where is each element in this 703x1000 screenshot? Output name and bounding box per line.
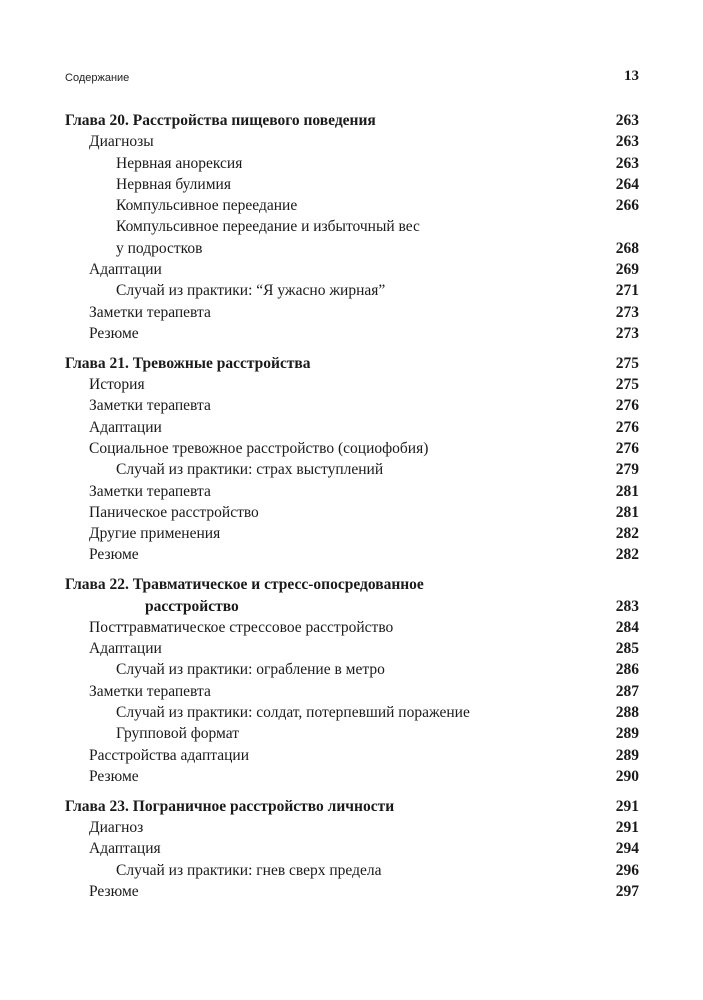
toc-entry-page: 297 <box>615 882 639 900</box>
toc-entry <box>65 395 639 416</box>
toc-entry-page: 275 <box>615 354 639 372</box>
toc-entry <box>65 617 639 638</box>
toc-entry <box>65 174 639 195</box>
toc-entry <box>65 131 639 152</box>
toc-entry-title: Посттравматическое стрессовое расстройство <box>89 618 394 636</box>
toc-chapter-entry <box>65 574 639 595</box>
toc-entry <box>65 766 639 787</box>
toc-entry-title: Глава 23. Пограничное расстройство личности <box>65 797 395 815</box>
toc-entry <box>65 723 639 744</box>
toc-entry-title: Резюме <box>89 324 139 342</box>
toc-entry <box>65 860 639 881</box>
toc-entry <box>65 502 639 523</box>
toc-entry <box>65 323 639 344</box>
toc-entry-page: 288 <box>615 704 639 722</box>
toc-entry <box>65 523 639 544</box>
toc-entry-title: Социальное тревожное расстройство (социофобия) <box>89 439 429 457</box>
toc-entry-title: Расстройства адаптации <box>89 746 250 764</box>
toc-entry <box>65 459 639 480</box>
toc-entry-page: 279 <box>615 461 639 479</box>
toc-entry-page: 263 <box>615 133 639 151</box>
toc-entry-page: 281 <box>615 503 639 521</box>
toc-entry-title: Заметки терапевта <box>89 482 211 500</box>
toc-entry-title: Компульсивное переедание и избыточный вес <box>116 218 420 236</box>
toc-entry-title: Адаптации <box>89 418 162 436</box>
toc-entry-page: 296 <box>615 861 639 879</box>
toc-entry-page: 291 <box>615 819 639 836</box>
toc-entry-page: 284 <box>615 618 639 636</box>
toc-entry-title: Резюме <box>89 882 139 900</box>
toc-entry-title: Резюме <box>89 546 139 564</box>
toc-entry <box>65 259 639 280</box>
toc-entry-page: 266 <box>615 197 639 215</box>
toc-entry <box>65 638 639 659</box>
toc-entry-title: Нервная анорексия <box>116 154 243 172</box>
toc-entry-title: Глава 20. Расстройства пищевого поведения <box>65 112 376 129</box>
toc-entry-page: 285 <box>615 640 639 658</box>
toc-entry-title: История <box>89 376 145 394</box>
toc-entry-title: Диагноз <box>89 819 144 836</box>
toc-entry <box>65 544 639 565</box>
toc-entry-title: Паническое расстройство <box>89 503 259 521</box>
toc-entry-title: Резюме <box>89 767 139 785</box>
toc-entry-page: 289 <box>615 746 639 764</box>
toc-entry-page: 294 <box>615 840 639 858</box>
toc-entry-page: 263 <box>615 154 639 172</box>
toc-entry <box>65 238 639 259</box>
toc-entry-title: Заметки терапевта <box>89 397 211 415</box>
toc-chapter-entry <box>65 796 639 817</box>
toc-entry <box>65 881 639 902</box>
toc-entry-page: 271 <box>615 282 639 300</box>
toc-entry <box>65 374 639 395</box>
toc-entry <box>65 481 639 502</box>
toc-entry-page: 281 <box>615 482 639 500</box>
toc-entry-title: Адаптация <box>89 840 161 858</box>
toc-entry-title: Диагнозы <box>89 133 154 151</box>
toc-entry <box>65 302 639 323</box>
toc-entry-page: 276 <box>615 397 639 415</box>
toc-entry <box>65 681 639 702</box>
toc-entry-title: у подростков <box>116 239 203 257</box>
toc-entry <box>65 438 639 459</box>
toc-entry-page: 264 <box>615 175 639 193</box>
toc-entry-title: расстройство <box>145 597 239 615</box>
toc-entry-page: 282 <box>615 525 639 543</box>
toc-entry-page: 276 <box>615 418 639 436</box>
toc-entry-page: 273 <box>615 324 639 342</box>
toc-entry <box>65 745 639 766</box>
toc-entry <box>65 417 639 438</box>
toc-entry <box>65 596 639 617</box>
toc-entry-page: 273 <box>615 303 639 321</box>
toc-entry-page: 275 <box>615 376 639 394</box>
toc-entry-page: 291 <box>615 797 639 815</box>
toc-entry-page: 276 <box>615 439 639 457</box>
toc-entry-page: 290 <box>615 767 639 785</box>
toc-entry <box>65 838 639 859</box>
toc-entry <box>65 702 639 723</box>
toc-entry-title: Случай из практики: страх выступлений <box>116 461 384 479</box>
toc-entry <box>65 659 639 680</box>
toc-entry-page: 269 <box>615 261 639 279</box>
toc-entry-title: Нервная булимия <box>116 175 231 193</box>
toc-entry <box>65 817 639 838</box>
toc-entry <box>65 280 639 301</box>
toc-entry-title: Компульсивное переедание <box>116 197 298 215</box>
running-header <box>65 68 639 90</box>
toc-entry-page: 282 <box>615 546 639 564</box>
toc-chapter-entry <box>65 110 639 131</box>
toc-entry <box>65 195 639 216</box>
toc-entry-title: Случай из практики: “Я ужасно жирная” <box>116 282 386 300</box>
toc-entry-page: 289 <box>615 725 639 743</box>
toc-entry-page: 287 <box>615 682 639 700</box>
toc-entry-page: 283 <box>615 597 639 615</box>
table-of-contents <box>65 110 639 902</box>
toc-entry-title: Адаптации <box>89 261 162 279</box>
toc-entry-title: Другие применения <box>89 525 221 543</box>
toc-entry-title: Случай из практики: гнев сверх предела <box>116 861 382 879</box>
toc-entry-title: Глава 21. Тревожные расстройства <box>65 354 311 372</box>
toc-entry-title: Случай из практики: солдат, потерпевший поражение <box>116 704 470 722</box>
section-title: Содержание <box>65 72 130 84</box>
toc-entry <box>65 153 639 174</box>
toc-entry-title: Групповой формат <box>116 725 240 743</box>
toc-entry-title: Случай из практики: ограбление в метро <box>116 661 385 679</box>
toc-entry-page: 268 <box>615 239 639 257</box>
toc-entry-page: 263 <box>615 112 639 129</box>
toc-entry-page: 286 <box>615 661 639 679</box>
page-number: 13 <box>624 68 639 84</box>
toc-entry <box>65 216 639 237</box>
toc-chapter-entry <box>65 353 639 374</box>
toc-entry-title: Адаптации <box>89 640 162 658</box>
toc-entry-title: Заметки терапевта <box>89 682 211 700</box>
toc-entry-title: Заметки терапевта <box>89 303 211 321</box>
toc-entry-title: Глава 22. Травматическое и стресс-опосредованное <box>65 576 424 594</box>
